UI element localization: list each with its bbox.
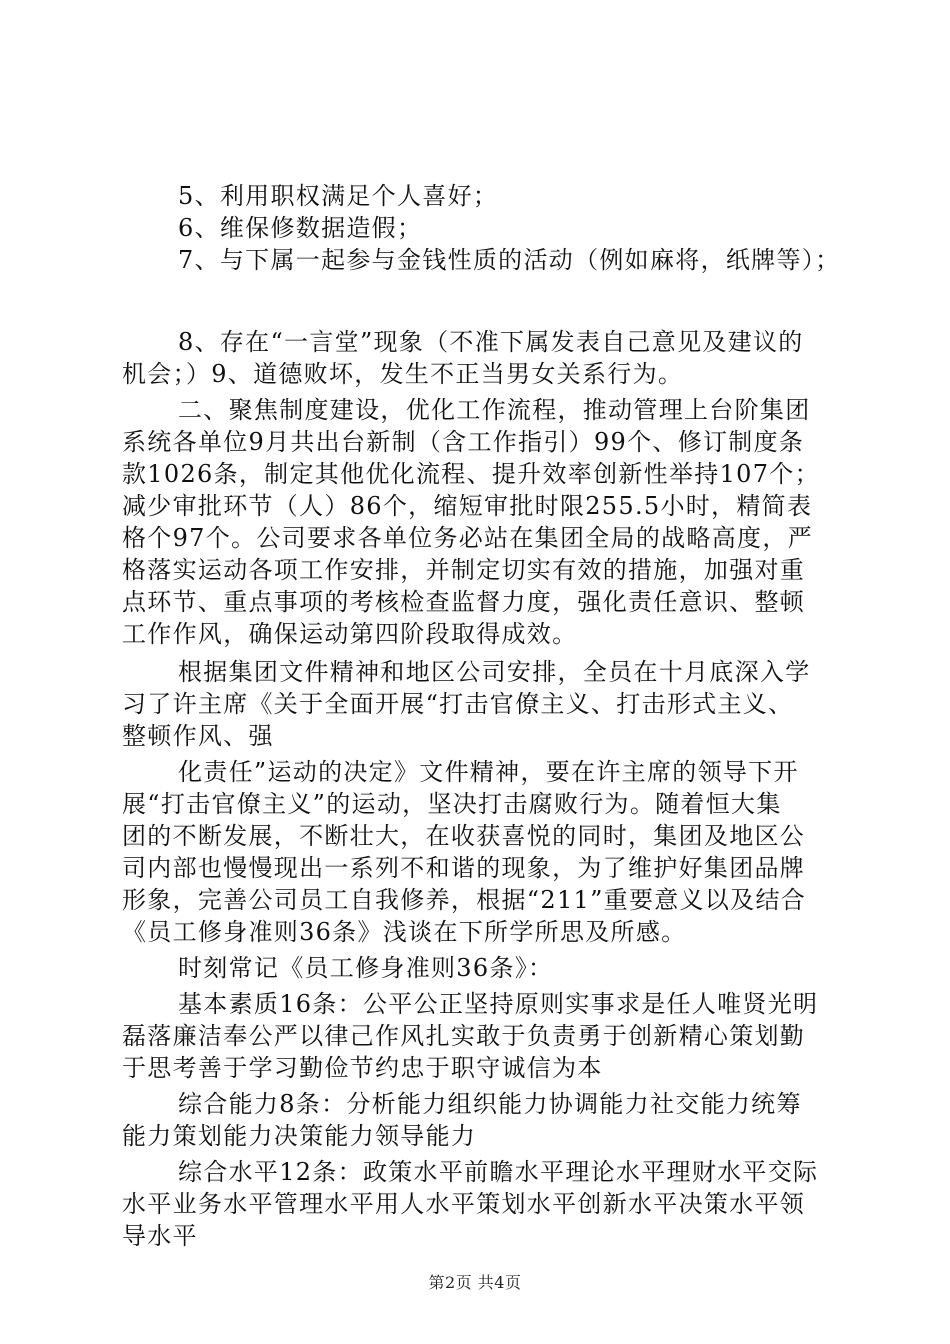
text-line: 机会；）9、道德败坏，发生不正当男女关系行为。: [122, 360, 684, 388]
text-line: 导水平: [122, 1222, 198, 1250]
text-line: 整顿作风、强: [122, 722, 274, 750]
text-line: 司内部也慢慢现出一系列不和谐的现象，为了维护好集团品牌: [122, 854, 806, 882]
text-line: 5、利用职权满足个人喜好；: [178, 182, 499, 210]
text-line: 点环节、重点事项的考核检查监督力度，强化责任意识、整顿: [122, 588, 806, 616]
text-line: 形象，完善公司员工自我修养，根据“211”重要意义以及结合: [122, 886, 807, 914]
text-line: 工作作风，确保运动第四阶段取得成效。: [122, 620, 578, 648]
text-line: 能力策划能力决策能力领导能力: [122, 1122, 477, 1150]
text-line: 于思考善于学习勤俭节约忠于职守诚信为本: [122, 1054, 603, 1082]
page-number-footer: 第2页 共4页: [428, 1273, 522, 1292]
text-line: 格落实运动各项工作安排，并制定切实有效的措施，加强对重: [122, 556, 806, 584]
text-line: 7、与下属一起参与金钱性质的活动（例如麻将，纸牌等）；: [178, 246, 841, 274]
text-line: 款1026条，制定其他优化流程、提升效率创新性举持107个；: [122, 460, 820, 488]
text-line: 格个97个。公司要求各单位务必站在集团全局的战略高度，严: [122, 524, 813, 552]
text-line: 团的不断发展，不断壮大，在收获喜悦的同时，集团及地区公: [122, 822, 806, 850]
text-line: 展“打击官僚主义”的运动，坚决打击腐败行为。随着恒大集: [122, 790, 782, 818]
text-line: 系统各单位9月共出台新制（含工作指引）99个、修订制度条: [122, 428, 805, 456]
text-line: 综合水平12条：政策水平前瞻水平理论水平理财水平交际: [178, 1158, 819, 1186]
text-line: 水平业务水平管理水平用人水平策划水平创新水平决策水平领: [122, 1190, 806, 1218]
text-line: 时刻常记《员工修身准则36条》：: [178, 954, 554, 982]
text-line: 习了许主席《关于全面开展“打击官僚主义、打击形式主义、: [122, 690, 794, 718]
text-line: 化责任”运动的决定》文件精神，要在许主席的领导下开: [178, 758, 799, 786]
text-line: 基本素质16条：公平公正坚持原则实事求是任人唯贤光明: [178, 990, 819, 1018]
text-line: 6、维保修数据造假；: [178, 214, 423, 242]
text-line: 根据集团文件精神和地区公司安排，全员在十月底深入学: [178, 658, 811, 686]
text-line: 二、聚焦制度建设，优化工作流程，推动管理上台阶集团: [178, 396, 811, 424]
text-line: 综合能力8条：分析能力组织能力协调能力社交能力统筹: [178, 1090, 802, 1118]
text-line: 磊落廉洁奉公严以律己作风扎实敢于负责勇于创新精心策划勤: [122, 1022, 806, 1050]
text-line: 8、存在“一言堂”现象（不准下属发表自己意见及建议的: [178, 328, 804, 356]
text-line: 《员工修身准则36条》浅谈在下所学所思及所感。: [122, 918, 687, 946]
text-line: 减少审批环节（人）86个，缩短审批时限255.5小时，精简表: [122, 492, 813, 520]
